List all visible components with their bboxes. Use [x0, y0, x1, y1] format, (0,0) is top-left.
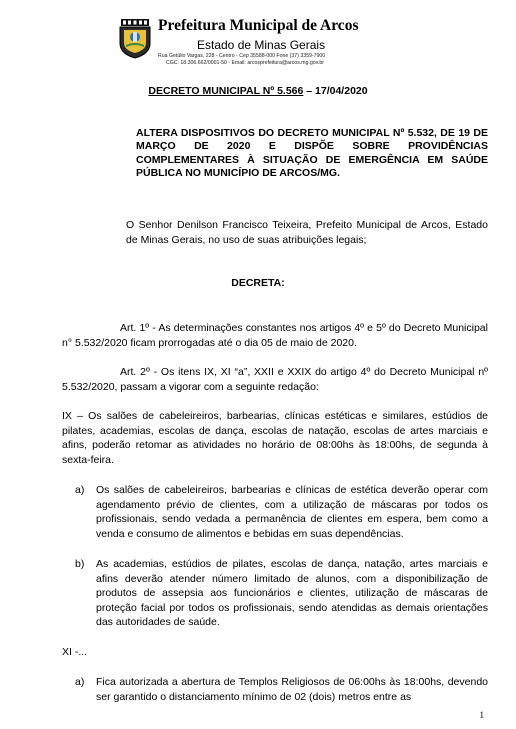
- coat-of-arms-icon: [117, 19, 153, 59]
- decree-date: – 17/04/2020: [303, 85, 368, 97]
- decreta-heading: DECRETA:: [231, 277, 285, 289]
- item-ix-b: [75, 557, 488, 630]
- preamble: O Senhor Denilson Francisco Teixeira, Prefeito Municipal de Arcos, Estado de Minas Gerais, no uso de suas atribuições legais;: [126, 219, 488, 246]
- item-ix-a-text: Os salões de cabeleireiros, barbearias e clínicas de estética deverão operar com agendamento prévio de clientes, com a utilização de máscaras por todos os profissionais, sendo vedada a permanência de clientes em espera, bem como a venda e consumo de alimentos e bebidas em suas dependências.: [96, 484, 488, 540]
- item-xi: XI -...: [62, 646, 88, 658]
- article-1: [62, 321, 488, 350]
- state-name: Estado de Minas Gerais: [197, 38, 326, 52]
- article-2-text: Art. 2º - Os itens IX, XI “a”, XXII e XXIX do artigo 4º do Decreto Municipal nº 5.532/2020, passam a vigorar com a seguinte redação:: [62, 366, 488, 393]
- item-ix-a-letter: a): [75, 484, 85, 496]
- header-cgc-email: CGC: 18.306.662/0001-50 - Email: arcosprefeitura@arcos.mg.gov.br: [166, 60, 324, 66]
- item-ix-a: [75, 483, 488, 541]
- page-number: 1: [479, 710, 484, 720]
- item-xi-a-letter: a): [75, 676, 85, 688]
- item-ix: IX – Os salões de cabeleireiros, barbearias, clínicas estéticas e similares, estúdios de pilates, academias, escolas de dança, escolas de natação, escolas de artes marciais e afins, poderão retomar as atividades no horário de 08:00hs às 18:00hs, de segunda à sexta-feira.: [62, 410, 488, 466]
- article-1-text: Art. 1º - As determinações constantes nos artigos 4º e 5º do Decreto Municipal n° 5.532/2020 ficam prorrogadas até o dia 05 de maio de 2020.: [62, 322, 488, 349]
- decree-summary: ALTERA DISPOSITIVOS DO DECRETO MUNICIPAL Nº 5.532, DE 19 DE MARÇO DE 2020 E DISPÕE SOBRE PROVIDÊNCIAS COMPLEMENTARES À SITUAÇÃO DE EMERGÊNCIA EM SAÚDE PÚBLICA NO MUNICÍPIO DE ARCOS/MG.: [136, 127, 488, 180]
- item-xi-a-text: Fica autorizada a abertura de Templos Religiosos de 06:00hs às 18:00hs, devendo ser garantido o distanciamento mínimo de 02 (dois) metros entre as: [96, 676, 488, 703]
- decree-number: DECRETO MUNICIPAL Nº 5.566: [148, 85, 304, 97]
- article-2: [62, 365, 488, 394]
- item-ix-b-text: As academias, estúdios de pilates, escolas de dança, natação, artes marciais e afins deverão atender número limitado de alunos, com a disponibilização de produtos de assepsia aos funcionários e clientes, utilização de máscaras de proteção facial por todos os profissionais, sendo atendidas as demais orientações das autoridades de saúde.: [96, 558, 488, 628]
- item-ix-b-letter: b): [75, 558, 85, 570]
- item-xi-a: [75, 675, 488, 704]
- municipality-title: Prefeitura Municipal de Arcos: [158, 17, 359, 34]
- decree-title: [0, 85, 516, 97]
- header-address: Rua Getúlio Vargas, 228 - Centro - Cep 35588-000 Fone (37) 3359-7900: [158, 53, 326, 59]
